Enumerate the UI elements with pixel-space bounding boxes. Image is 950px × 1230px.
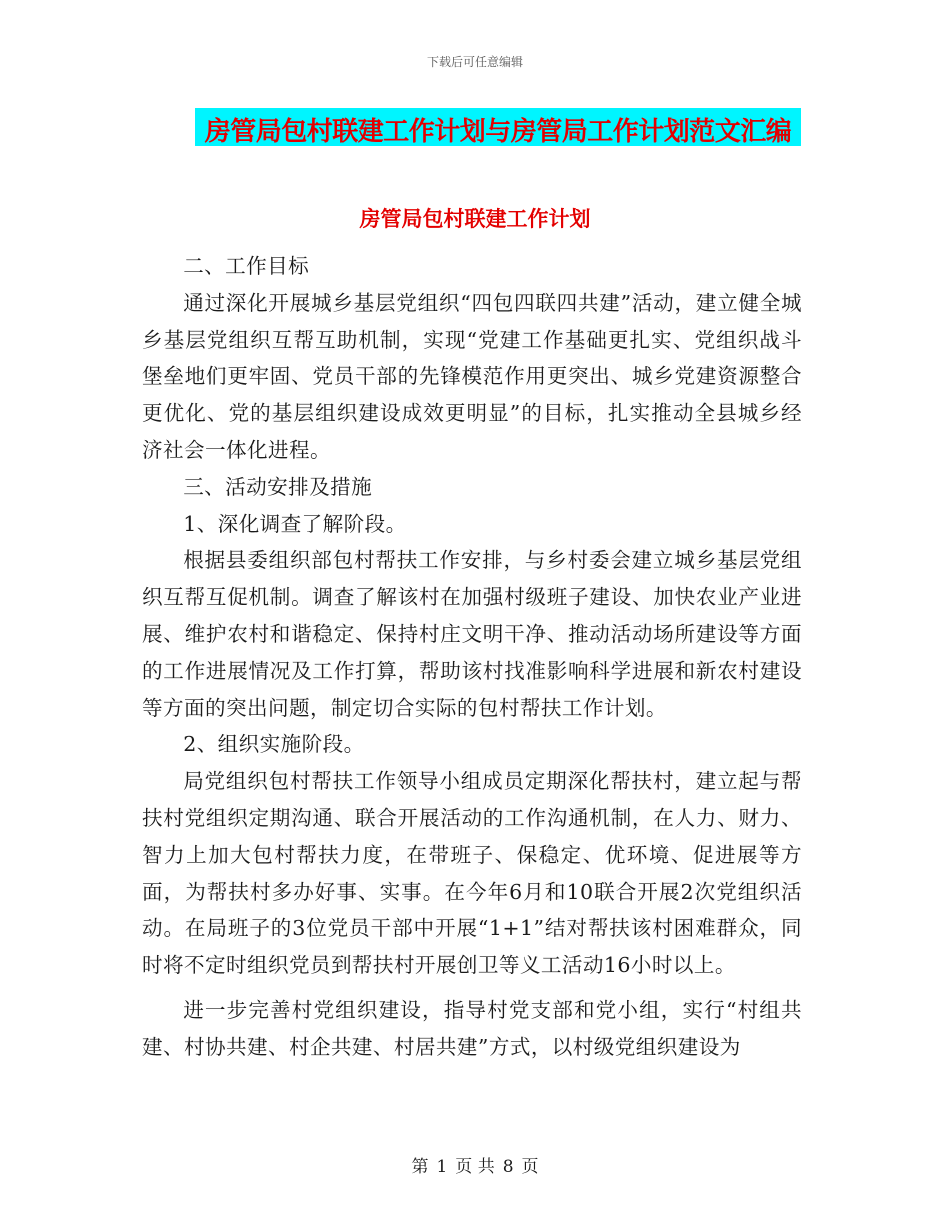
footer-suffix: 页 <box>521 1157 539 1177</box>
paragraph: 根据县委组织部包村帮扶工作安排，与乡村委会建立城乡基层党组织互帮互促机制。调查了解该村在加强村级班子建设、加快农业产业进展、维护农村和谐稳定、保持村庄文明干净、推动活动场所建设等方面的工作进展情况及工作打算，帮助该村找准影响科学进展和新农村建设等方面的突出问题，制定切合实际的包村帮扶工作计划。 <box>142 548 802 720</box>
page-number: 1 <box>436 1157 448 1177</box>
main-title: 房管局包村联建工作计划与房管局工作计划范文汇编 <box>204 117 792 147</box>
page-total: 8 <box>502 1157 514 1177</box>
main-title-highlight <box>195 108 801 146</box>
heading-stage-2: 2、组织实施阶段。 <box>183 732 365 757</box>
footer-prefix: 第 <box>411 1157 429 1177</box>
heading-activity-arrangement: 三、活动安排及措施 <box>183 474 373 499</box>
footer-middle: 页 共 <box>455 1157 495 1177</box>
document-body <box>142 248 802 1066</box>
paragraph: 通过深化开展城乡基层党组织“四包四联四共建”活动，建立健全城乡基层党组织互帮互助机制，实现“党建工作基础更扎实、党组织战斗堡垒地们更牢固、党员干部的先锋模范作用更突出、城乡党建资源整合更优化、党的基层组织建设成效更明显”的目标，扎实推动全县城乡经济社会一体化进程。 <box>142 290 802 462</box>
paragraph: 进一步完善村党组织建设，指导村党支部和党小组，实行“村组共建、村协共建、村企共建、村居共建”方式，以村级党组织建设为 <box>142 997 802 1059</box>
section-title: 房管局包村联建工作计划 <box>359 207 591 231</box>
paragraph: 局党组织包村帮扶工作领导小组成员定期深化帮扶村，建立起与帮扶村党组织定期沟通、联合开展活动的工作沟通机制，在人力、财力、智力上加大包村帮扶力度，在带班子、保稳定、优环境、促进展等方面，为帮扶村多办好事、实事。在今年6月和10联合开展2次党组织活动。在局班子的3位党员干部中开展“1+1”结对帮扶该村困难群众，同时将不定时组织党员到帮扶村开展创卫等义工活动16小时以上。 <box>142 769 802 978</box>
heading-work-goal: 二、工作目标 <box>183 254 310 278</box>
heading-stage-1: 1、深化调查了解阶段。 <box>183 511 407 536</box>
header-note: 下载后可任意编辑 <box>426 55 523 69</box>
page-footer <box>0 1152 950 1177</box>
